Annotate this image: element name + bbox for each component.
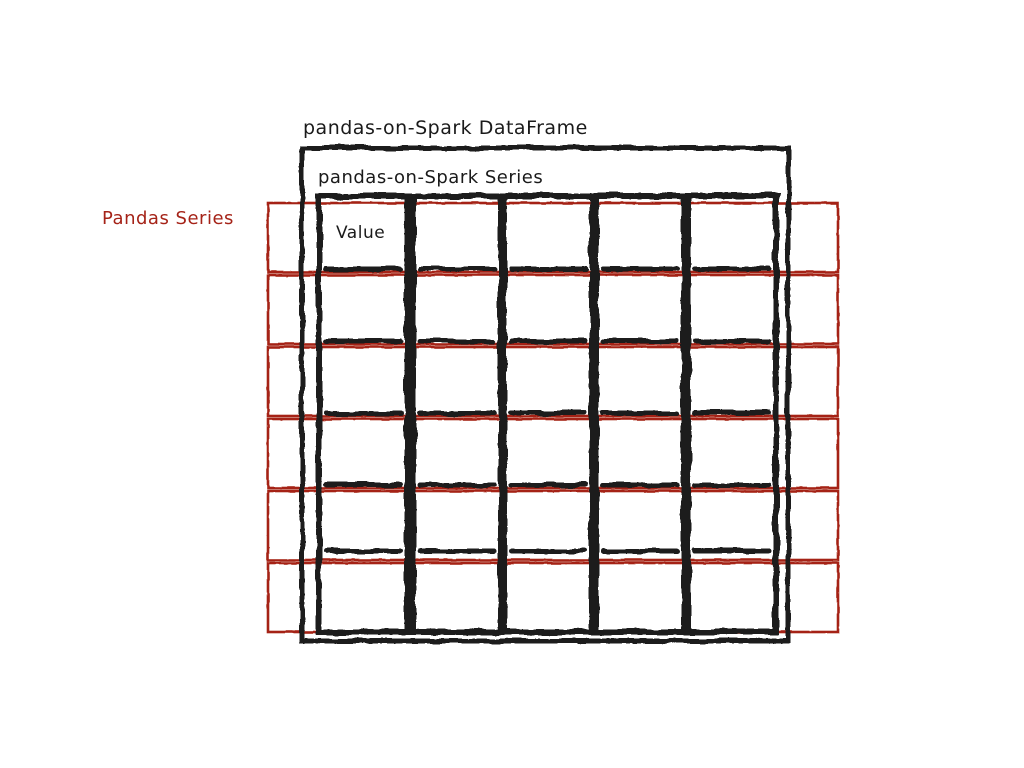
cell-value-label: Value: [336, 223, 386, 243]
pandas-series-label: Pandas Series: [102, 208, 234, 229]
spark-series-title: pandas-on-Spark Series: [318, 167, 544, 188]
dataframe-title: pandas-on-Spark DataFrame: [303, 117, 588, 139]
pandas-series-row-2: [268, 275, 838, 344]
pandas-series-row-3: [268, 347, 838, 416]
pandas-series-row-4: [268, 419, 838, 488]
dataframe-box: [302, 148, 788, 641]
pandas-series-row-6: [268, 563, 838, 632]
cell-dividers: [326, 269, 769, 551]
